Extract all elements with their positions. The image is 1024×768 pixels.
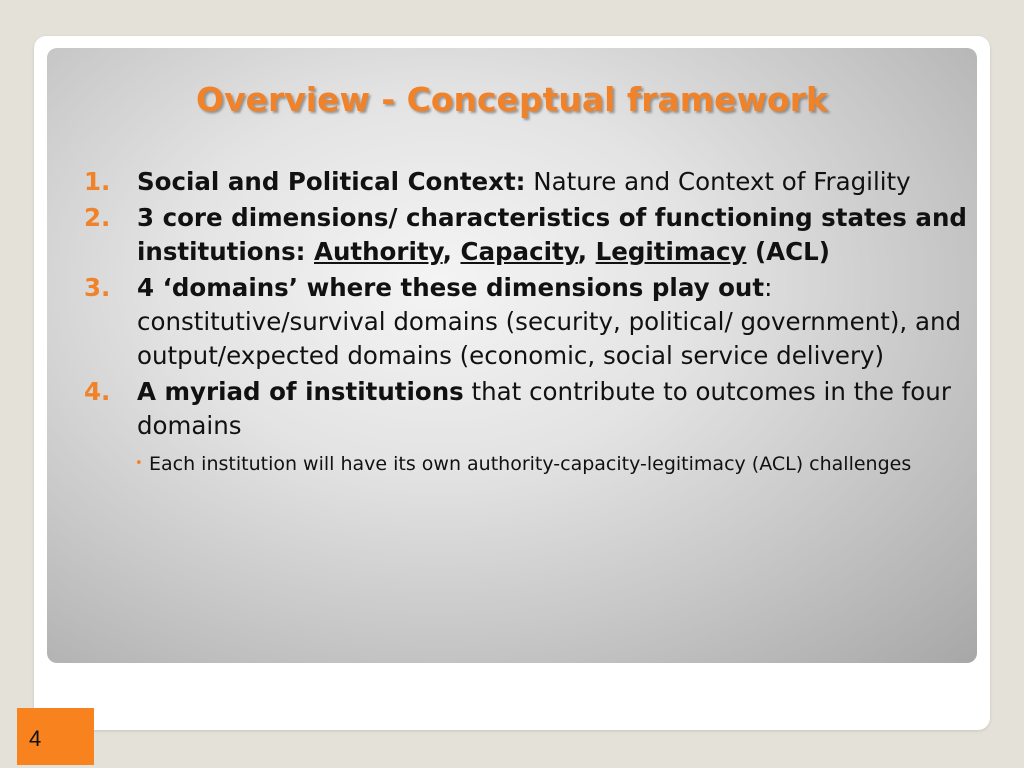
list-item-institutions	[84, 375, 969, 443]
list-number: 4.	[84, 377, 111, 406]
framework-list	[84, 165, 969, 478]
item-heading: A myriad of institutions	[137, 377, 464, 406]
list-number: 3.	[84, 273, 111, 302]
item-tail: (ACL)	[746, 237, 830, 266]
sub-bullet-item	[135, 450, 950, 478]
sub-bullet-text: Each institution will have its own authority-capacity-legitimacy (ACL) challenges	[149, 453, 912, 475]
item-heading: 3 core dimensions/ characteristics of functioning states and institutions:	[137, 203, 967, 266]
list-item-domains	[84, 271, 969, 373]
item-text: that contribute to outcomes in the four domains	[137, 377, 951, 440]
item-heading: Social and Political Context:	[137, 167, 526, 196]
item-heading: 4 ‘domains’ where these dimensions play out	[137, 273, 765, 302]
slide-title: Overview - Conceptual framework	[196, 80, 828, 119]
separator: ,	[577, 237, 596, 266]
list-item-core-dimensions	[84, 201, 969, 269]
separator: ,	[442, 237, 461, 266]
list-number: 1.	[84, 167, 111, 196]
term-authority: Authority	[313, 237, 443, 266]
item-text: Nature and Context of Fragility	[525, 167, 911, 196]
list-item-social-political-context	[84, 165, 969, 199]
page-number-badge	[17, 708, 94, 765]
bullet-icon: •	[135, 456, 143, 471]
term-legitimacy: Legitimacy	[595, 237, 747, 266]
term-capacity: Capacity	[460, 237, 578, 266]
page-number: 4	[29, 726, 42, 751]
item-text: : constitutive/survival domains (security, political/ government), and output/expected domains (economic, social service delivery)	[137, 273, 962, 370]
list-number: 2.	[84, 203, 111, 232]
